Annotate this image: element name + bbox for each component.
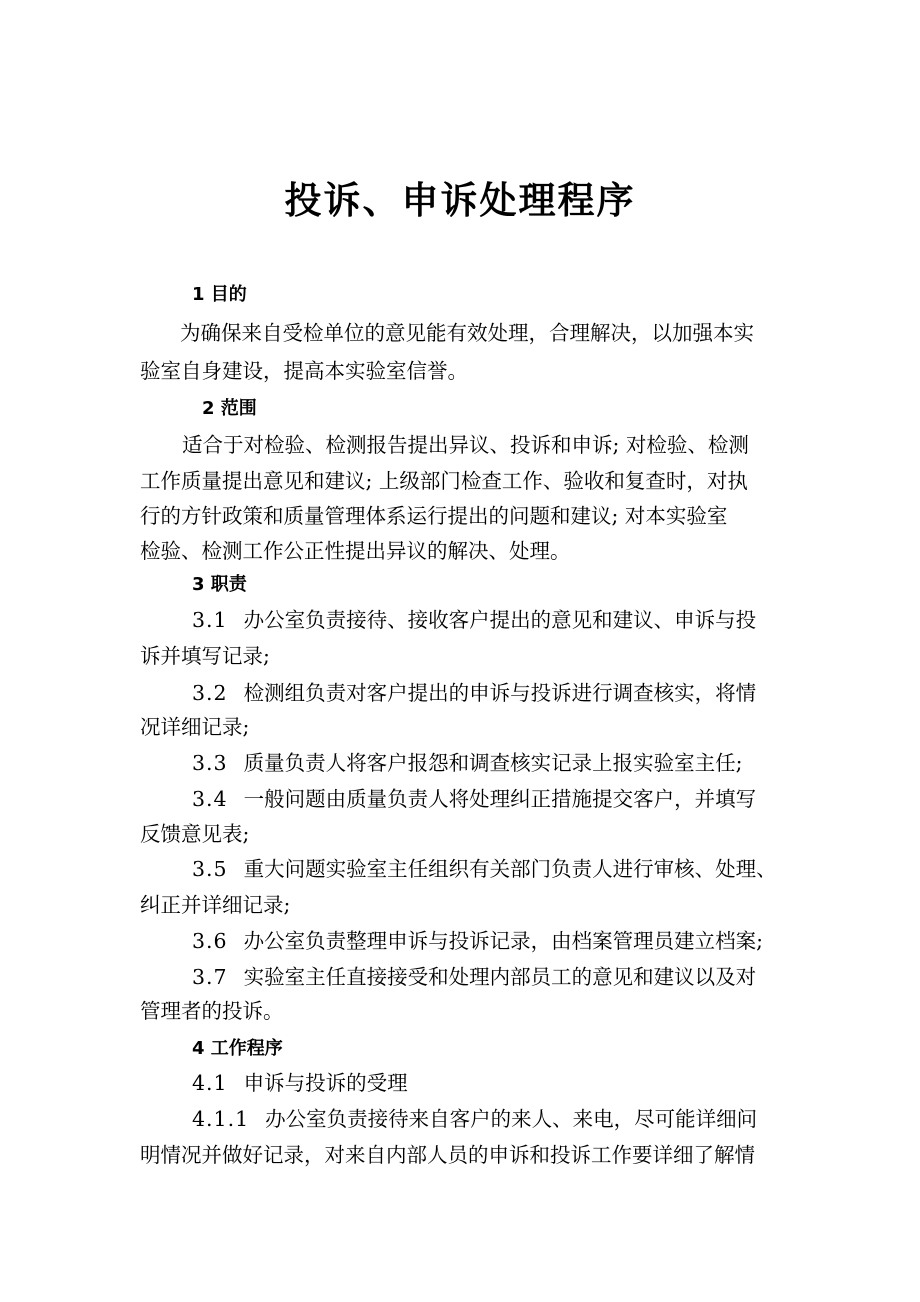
section-heading-duties: 3 职责 <box>192 574 247 595</box>
item-text: 办公室负责整理申诉与投诉记录，由档案管理员建立档案; <box>243 929 764 953</box>
list-item <box>192 1068 408 1098</box>
item-number: 4.1.1 <box>192 1107 250 1131</box>
paragraph-line: 反馈意见表; <box>140 822 250 846</box>
item-text: 重大问题实验室主任组织有关部门负责人进行审核、处理、 <box>243 857 777 881</box>
section-heading-procedure: 4 工作程序 <box>192 1038 283 1059</box>
item-text: 申诉与投诉的受理 <box>243 1071 408 1095</box>
paragraph-line: 行的方针政策和质量管理体系运行提出的问题和建议; 对本实验室 <box>140 504 728 528</box>
item-text: 办公室负责接待、接收客户提出的意见和建议、申诉与投 <box>243 608 757 632</box>
paragraph-line: 验室自身建设，提高本实验室信誉。 <box>140 359 468 383</box>
item-text: 办公室负责接待来自客户的来人、来电，尽可能详细问 <box>265 1107 758 1131</box>
item-number: 3.5 <box>192 857 228 881</box>
list-item <box>192 748 743 778</box>
paragraph-line: 工作质量提出意见和建议; 上级部门检查工作、验收和复查时，对执 <box>140 469 748 493</box>
item-number: 3.1 <box>192 608 228 632</box>
section-heading-purpose: 1 目的 <box>192 284 247 305</box>
paragraph-line: 适合于对检验、检测报告提出异议、投诉和申诉; 对检验、检测 <box>182 433 749 457</box>
page-title: 投诉、申诉处理程序 <box>284 178 636 222</box>
item-text: 实验室主任直接接受和处理内部员工的意见和建议以及对 <box>243 965 757 989</box>
paragraph-line: 为确保来自受检单位的意见能有效处理，合理解决，以加强本实 <box>180 321 754 345</box>
paragraph-line: 检验、检测工作公正性提出异议的解决、处理。 <box>140 539 571 563</box>
item-text: 一般问题由质量负责人将处理纠正措施提交客户，并填写 <box>243 787 757 811</box>
list-item <box>192 784 756 814</box>
list-item <box>192 962 756 992</box>
paragraph-line: 诉并填写记录; <box>140 644 270 668</box>
paragraph-line: 明情况并做好记录，对来自内部人员的申诉和投诉工作要详细了解情 <box>140 1143 755 1167</box>
item-number: 4.1 <box>192 1071 228 1095</box>
list-item <box>192 605 756 635</box>
item-number: 3.2 <box>192 681 228 705</box>
item-text: 检测组负责对客户提出的申诉与投诉进行调查核实，将情 <box>243 681 757 705</box>
paragraph-line: 纠正并详细记录; <box>140 893 291 917</box>
item-text: 质量负责人将客户报怨和调查核实记录上报实验室主任; <box>243 751 743 775</box>
item-number: 3.6 <box>192 929 228 953</box>
item-number: 3.4 <box>192 787 228 811</box>
list-item <box>192 926 763 956</box>
item-number: 3.3 <box>192 751 228 775</box>
paragraph-line: 管理者的投诉。 <box>140 999 284 1023</box>
list-item <box>192 1104 757 1134</box>
section-heading-scope: 2 范围 <box>202 398 257 419</box>
list-item <box>192 854 777 884</box>
paragraph-line: 况详细记录; <box>140 715 250 739</box>
item-number: 3.7 <box>192 965 228 989</box>
list-item <box>192 678 756 708</box>
